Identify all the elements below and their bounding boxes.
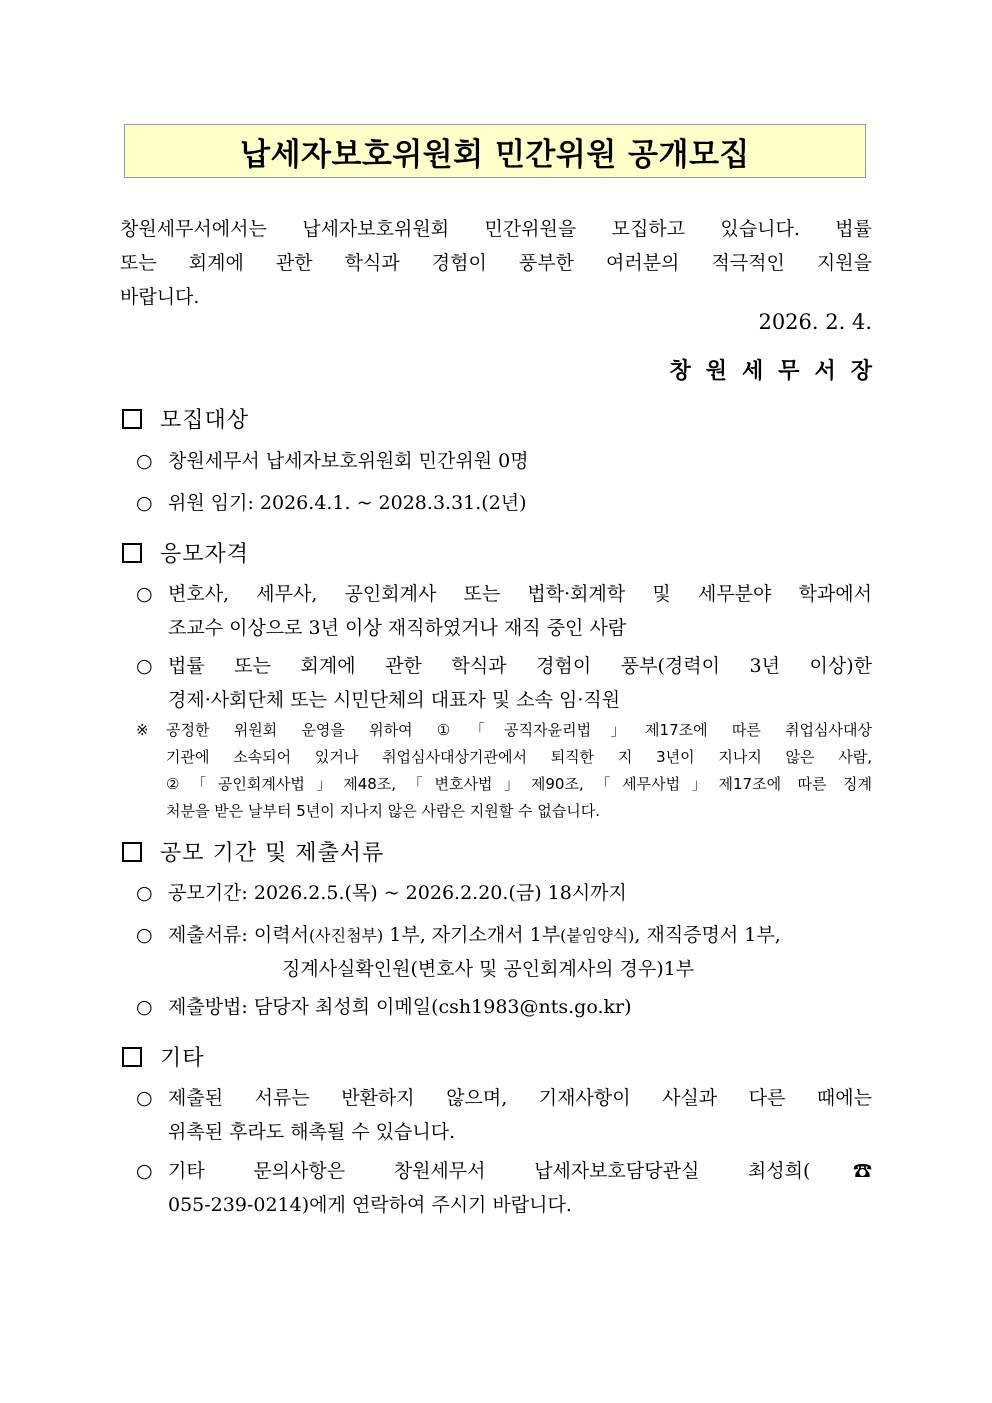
intro-paragraph: [120, 212, 872, 314]
docs-note: (붙임양식): [560, 926, 635, 945]
intro-line: 바랍니다.: [120, 286, 200, 308]
item-text: 법률 또는 회계에 관한 학식과 경험이 풍부(경력이 3년 이상)한: [168, 655, 872, 677]
item-text: 위원 임기: 2026.4.1. ~ 2028.3.31.(2년): [168, 492, 527, 514]
section-heading-qualification: [122, 537, 249, 568]
checkbox-square-icon: [122, 543, 142, 563]
circle-bullet-icon: ○: [136, 655, 153, 677]
note-text: 기관에 소속되어 있거나 취업심사대상기관에서 퇴직한 지 3년이 지나지 않은 사람,: [166, 748, 872, 766]
list-item: [136, 876, 872, 910]
docs-text: , 재직증명서 1부,: [634, 924, 781, 946]
circle-bullet-icon: ○: [136, 450, 153, 472]
eligibility-note: [136, 717, 872, 825]
section-heading-period: [122, 836, 384, 867]
note-text: 공정한 위원회 운영을 위하여 ①「공직자윤리법」제17조에 따른 취업심사대상: [166, 721, 872, 739]
section-heading-target: [122, 403, 249, 434]
item-text: 제출된 서류는 반환하지 않으며, 기재사항이 사실과 다른 때에는: [168, 1087, 872, 1109]
item-text: 기타 문의사항은 창원세무서 납세자보호담당관실 최성희(☎: [168, 1160, 872, 1182]
title-box: [124, 124, 866, 178]
list-item: [136, 577, 872, 645]
list-item: [136, 1154, 872, 1222]
circle-bullet-icon: ○: [136, 1087, 153, 1109]
docs-text: 1부, 자기소개서 1부: [383, 924, 561, 946]
circle-bullet-icon: ○: [136, 924, 153, 946]
list-item: [136, 1081, 872, 1149]
list-item: [136, 918, 872, 986]
item-text: 위촉된 후라도 해촉될 수 있습니다.: [168, 1121, 456, 1143]
section-heading-etc: [122, 1041, 205, 1072]
section-title: 기타: [160, 1046, 205, 1071]
item-text: 경제·사회단체 또는 시민단체의 대표자 및 소속 임·직원: [168, 689, 621, 711]
item-text: 변호사, 세무사, 공인회계사 또는 법학·회계학 및 세무분야 학과에서: [168, 583, 872, 605]
item-text: 징계사실확인원(변호사 및 공인회계사의 경우)1부: [282, 958, 695, 980]
reference-mark-icon: ※: [136, 721, 149, 739]
note-text: ②「공인회계사법」제48조,「변호사법」제90조,「세무사법」제17조에 따른 징계: [166, 775, 872, 793]
notice-date: 2026. 2. 4.: [758, 310, 872, 334]
signer-name: 창원세무서장: [669, 358, 887, 384]
intro-line: 또는 회계에 관한 학식과 경험이 풍부한 여러분의 적극적인 지원을: [120, 252, 872, 274]
circle-bullet-icon: ○: [136, 996, 153, 1018]
item-text: 창원세무서 납세자보호위원회 민간위원 0명: [168, 450, 529, 472]
checkbox-square-icon: [122, 842, 142, 862]
page-title: 납세자보호위원회 민간위원 공개모집: [240, 136, 750, 173]
section-title: 공모 기간 및 제출서류: [160, 841, 385, 866]
item-text: 공모기간: 2026.2.5.(목) ~ 2026.2.20.(금) 18시까지: [168, 882, 627, 904]
item-text: 055-239-0214)에게 연락하여 주시기 바랍니다.: [168, 1194, 572, 1216]
checkbox-square-icon: [122, 1047, 142, 1067]
circle-bullet-icon: ○: [136, 492, 153, 514]
list-item: [136, 444, 872, 478]
circle-bullet-icon: ○: [136, 882, 153, 904]
docs-text: 이력서: [253, 924, 309, 946]
note-text: 처분을 받은 날부터 5년이 지나지 않은 사람은 지원할 수 없습니다.: [166, 802, 600, 820]
item-text: 제출방법: 담당자 최성희 이메일(csh1983@nts.go.kr): [168, 996, 632, 1018]
intro-line: 창원세무서에서는 납세자보호위원회 민간위원을 모집하고 있습니다. 법률: [120, 218, 872, 240]
checkbox-square-icon: [122, 409, 142, 429]
list-item: [136, 990, 872, 1024]
section-title: 응모자격: [160, 542, 250, 567]
circle-bullet-icon: ○: [136, 583, 153, 605]
item-text: 조교수 이상으로 3년 이상 재직하였거나 재직 중인 사람: [168, 617, 627, 639]
docs-label: 제출서류:: [168, 924, 248, 946]
docs-note: (사진첨부): [308, 926, 384, 945]
section-title: 모집대상: [160, 408, 250, 433]
circle-bullet-icon: ○: [136, 1160, 153, 1182]
list-item: [136, 486, 872, 520]
list-item: [136, 649, 872, 717]
